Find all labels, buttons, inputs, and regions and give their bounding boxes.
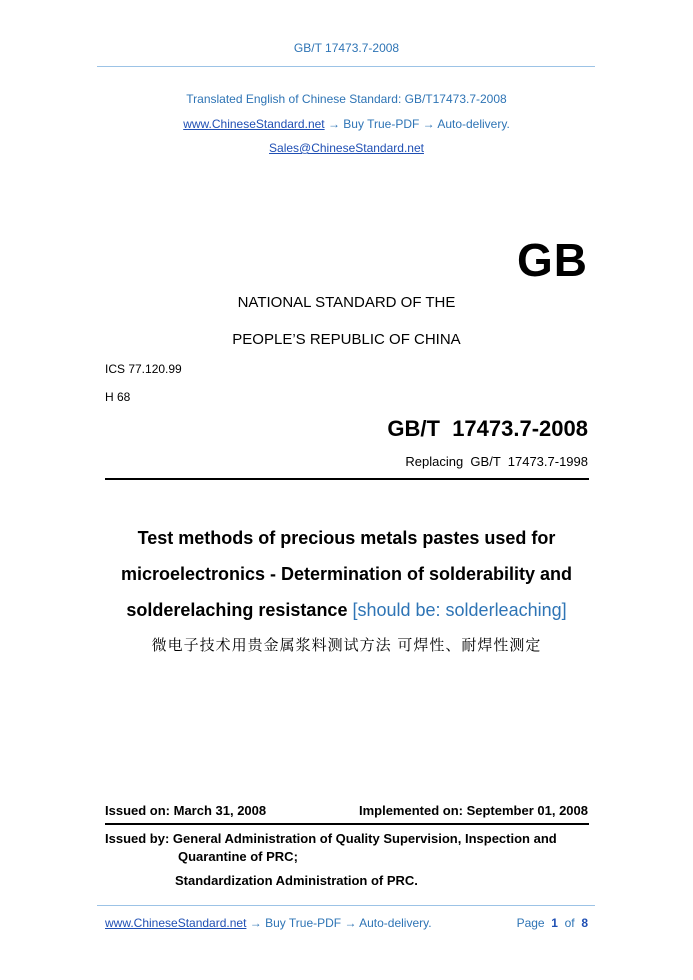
page-label: Page <box>516 916 545 930</box>
footer-site-link[interactable]: www.ChineseStandard.net <box>105 916 247 930</box>
running-header: GB/T 17473.7-2008 <box>293 41 400 55</box>
issued-by-line2: Quarantine of PRC; <box>178 849 298 864</box>
implemented-on: Implemented on: September 01, 2008 <box>358 803 588 818</box>
title-line3-text: solderelaching resistance <box>126 600 348 620</box>
footer-divider <box>97 905 595 906</box>
gb-mark: GB <box>517 234 588 286</box>
title-correction-note: [should be: solderleaching] <box>347 600 567 620</box>
page-indicator <box>517 916 588 930</box>
issued-by-line3: Standardization Administration of PRC. <box>175 873 418 888</box>
title-line1: Test methods of precious metals pastes used for <box>137 528 556 548</box>
standard-number: GB/T 17473.7-2008 <box>387 416 588 441</box>
dates-divider <box>105 823 589 825</box>
chinese-title: 微电子技术用贵金属浆料测试方法 可焊性、耐焊性测定 <box>151 636 542 654</box>
footer-purchase-text: → Buy True-PDF → Auto-delivery. <box>246 916 432 930</box>
footer-purchase-line <box>105 916 432 930</box>
title-divider <box>105 478 589 480</box>
issued-by-line1: Issued by: General Administration of Quality Supervision, Inspection and <box>105 831 557 846</box>
national-standard-line1: NATIONAL STANDARD OF THE <box>237 294 456 311</box>
page-of: of <box>564 916 575 930</box>
replacing-standard: Replacing GB/T 17473.7-1998 <box>405 454 588 469</box>
title-line3 <box>0 592 693 628</box>
site-link[interactable]: www.ChineseStandard.net <box>183 117 325 131</box>
email-line <box>0 141 693 155</box>
title-line2: microelectronics - Determination of solderability and <box>120 564 573 584</box>
national-standard-line2: PEOPLE’S REPUBLIC OF CHINA <box>232 331 461 348</box>
page-current: 1 <box>551 916 558 930</box>
classification-code: H 68 <box>105 390 131 404</box>
page-total: 8 <box>581 916 588 930</box>
issued-on: Issued on: March 31, 2008 <box>105 803 267 818</box>
purchase-text: → Buy True-PDF → Auto-delivery. <box>324 117 510 131</box>
purchase-line <box>0 117 693 131</box>
sales-email-link[interactable]: Sales@ChineseStandard.net <box>269 141 424 155</box>
header-divider <box>97 66 595 67</box>
translation-notice: Translated English of Chinese Standard: GB/T17473.7-2008 <box>186 92 507 106</box>
ics-code: ICS 77.120.99 <box>105 362 182 376</box>
